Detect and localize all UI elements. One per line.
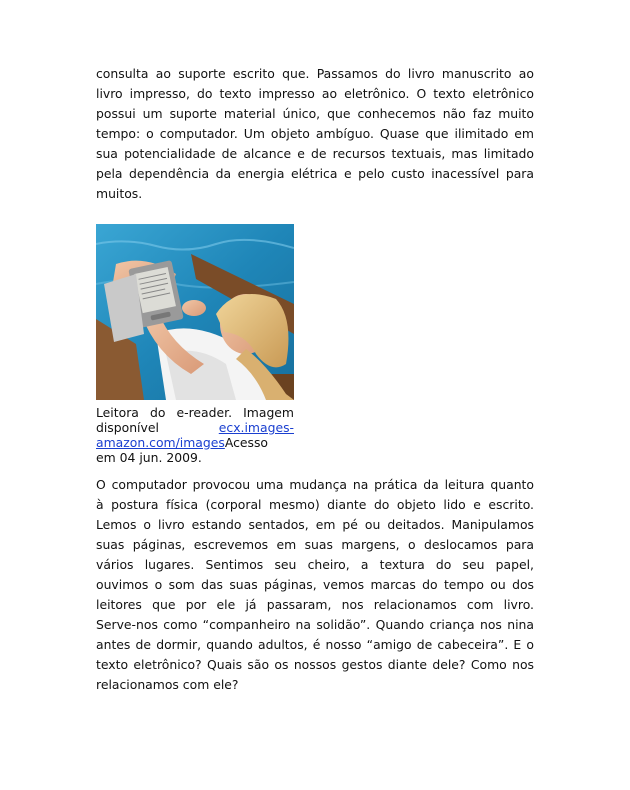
paragraph-line: antes de dormir, quando adultos, é nosso “amigo de cabeceira”. E o — [96, 637, 534, 652]
caption-line: em 04 jun. 2009. — [96, 450, 202, 465]
paragraph-line: O computador provocou uma mudança na prática da leitura quanto — [96, 477, 534, 492]
paragraph-line: à postura física (corporal mesmo) diante do objeto lido e escrito. — [96, 497, 534, 512]
caption-text: disponível — [96, 420, 159, 435]
paragraph-line: possui um suporte material único, que conhecemos não faz muito — [96, 106, 534, 121]
paragraph-line: consulta ao suporte escrito que. Passamos do livro manuscrito ao — [96, 66, 534, 81]
paragraph-line: suas páginas, escrevemos em suas margens, o deslocamos para — [96, 537, 534, 552]
woman-reading-e-reader-photo — [96, 224, 294, 400]
caption-line — [96, 435, 294, 450]
paragraph-line: pela dependência da energia elétrica e pelo custo inacessível para — [96, 166, 534, 181]
caption-line — [96, 420, 294, 435]
e-reader-photo — [96, 224, 294, 400]
paragraph-line: sua potencialidade de alcance e de recursos textuais, mas limitado — [96, 146, 534, 161]
paragraph-computer-reading — [96, 475, 534, 695]
caption-text: Acesso — [224, 435, 269, 450]
paragraph-line: texto eletrônico? Quais são os nossos gestos diante dele? Como nos — [96, 657, 534, 672]
figure-caption — [96, 405, 294, 465]
paragraph-line: ouvimos o som das suas páginas, vemos marcas do tempo ou dos — [96, 577, 534, 592]
paragraph-line: tempo: o computador. Um objeto ambíguo. Quase que ilimitado em — [96, 126, 534, 141]
paragraph-line: muitos. — [96, 186, 143, 201]
paragraph-line: leitores que por ele já passaram, nos relacionamos com livro. — [96, 597, 534, 612]
paragraph-line: vários lugares. Sentimos seu cheiro, a textura do seu papel, — [96, 557, 534, 572]
paragraph-line: relacionamos com ele? — [96, 677, 239, 692]
paragraph-line: livro impresso, do texto impresso ao eletrônico. O texto eletrônico — [96, 86, 534, 101]
paragraph-line: Serve-nos como “companheiro na solidão”. Quando criança nos nina — [96, 617, 534, 632]
image-source-link[interactable]: ecx.images- — [218, 420, 294, 435]
paragraph-intro — [96, 64, 534, 204]
image-source-link-continued[interactable]: amazon.com/images — [96, 435, 225, 450]
paragraph-line: Lemos o livro estando sentados, em pé ou deitados. Manipulamos — [96, 517, 534, 532]
caption-line: Leitora do e-reader. Imagem — [96, 405, 294, 420]
